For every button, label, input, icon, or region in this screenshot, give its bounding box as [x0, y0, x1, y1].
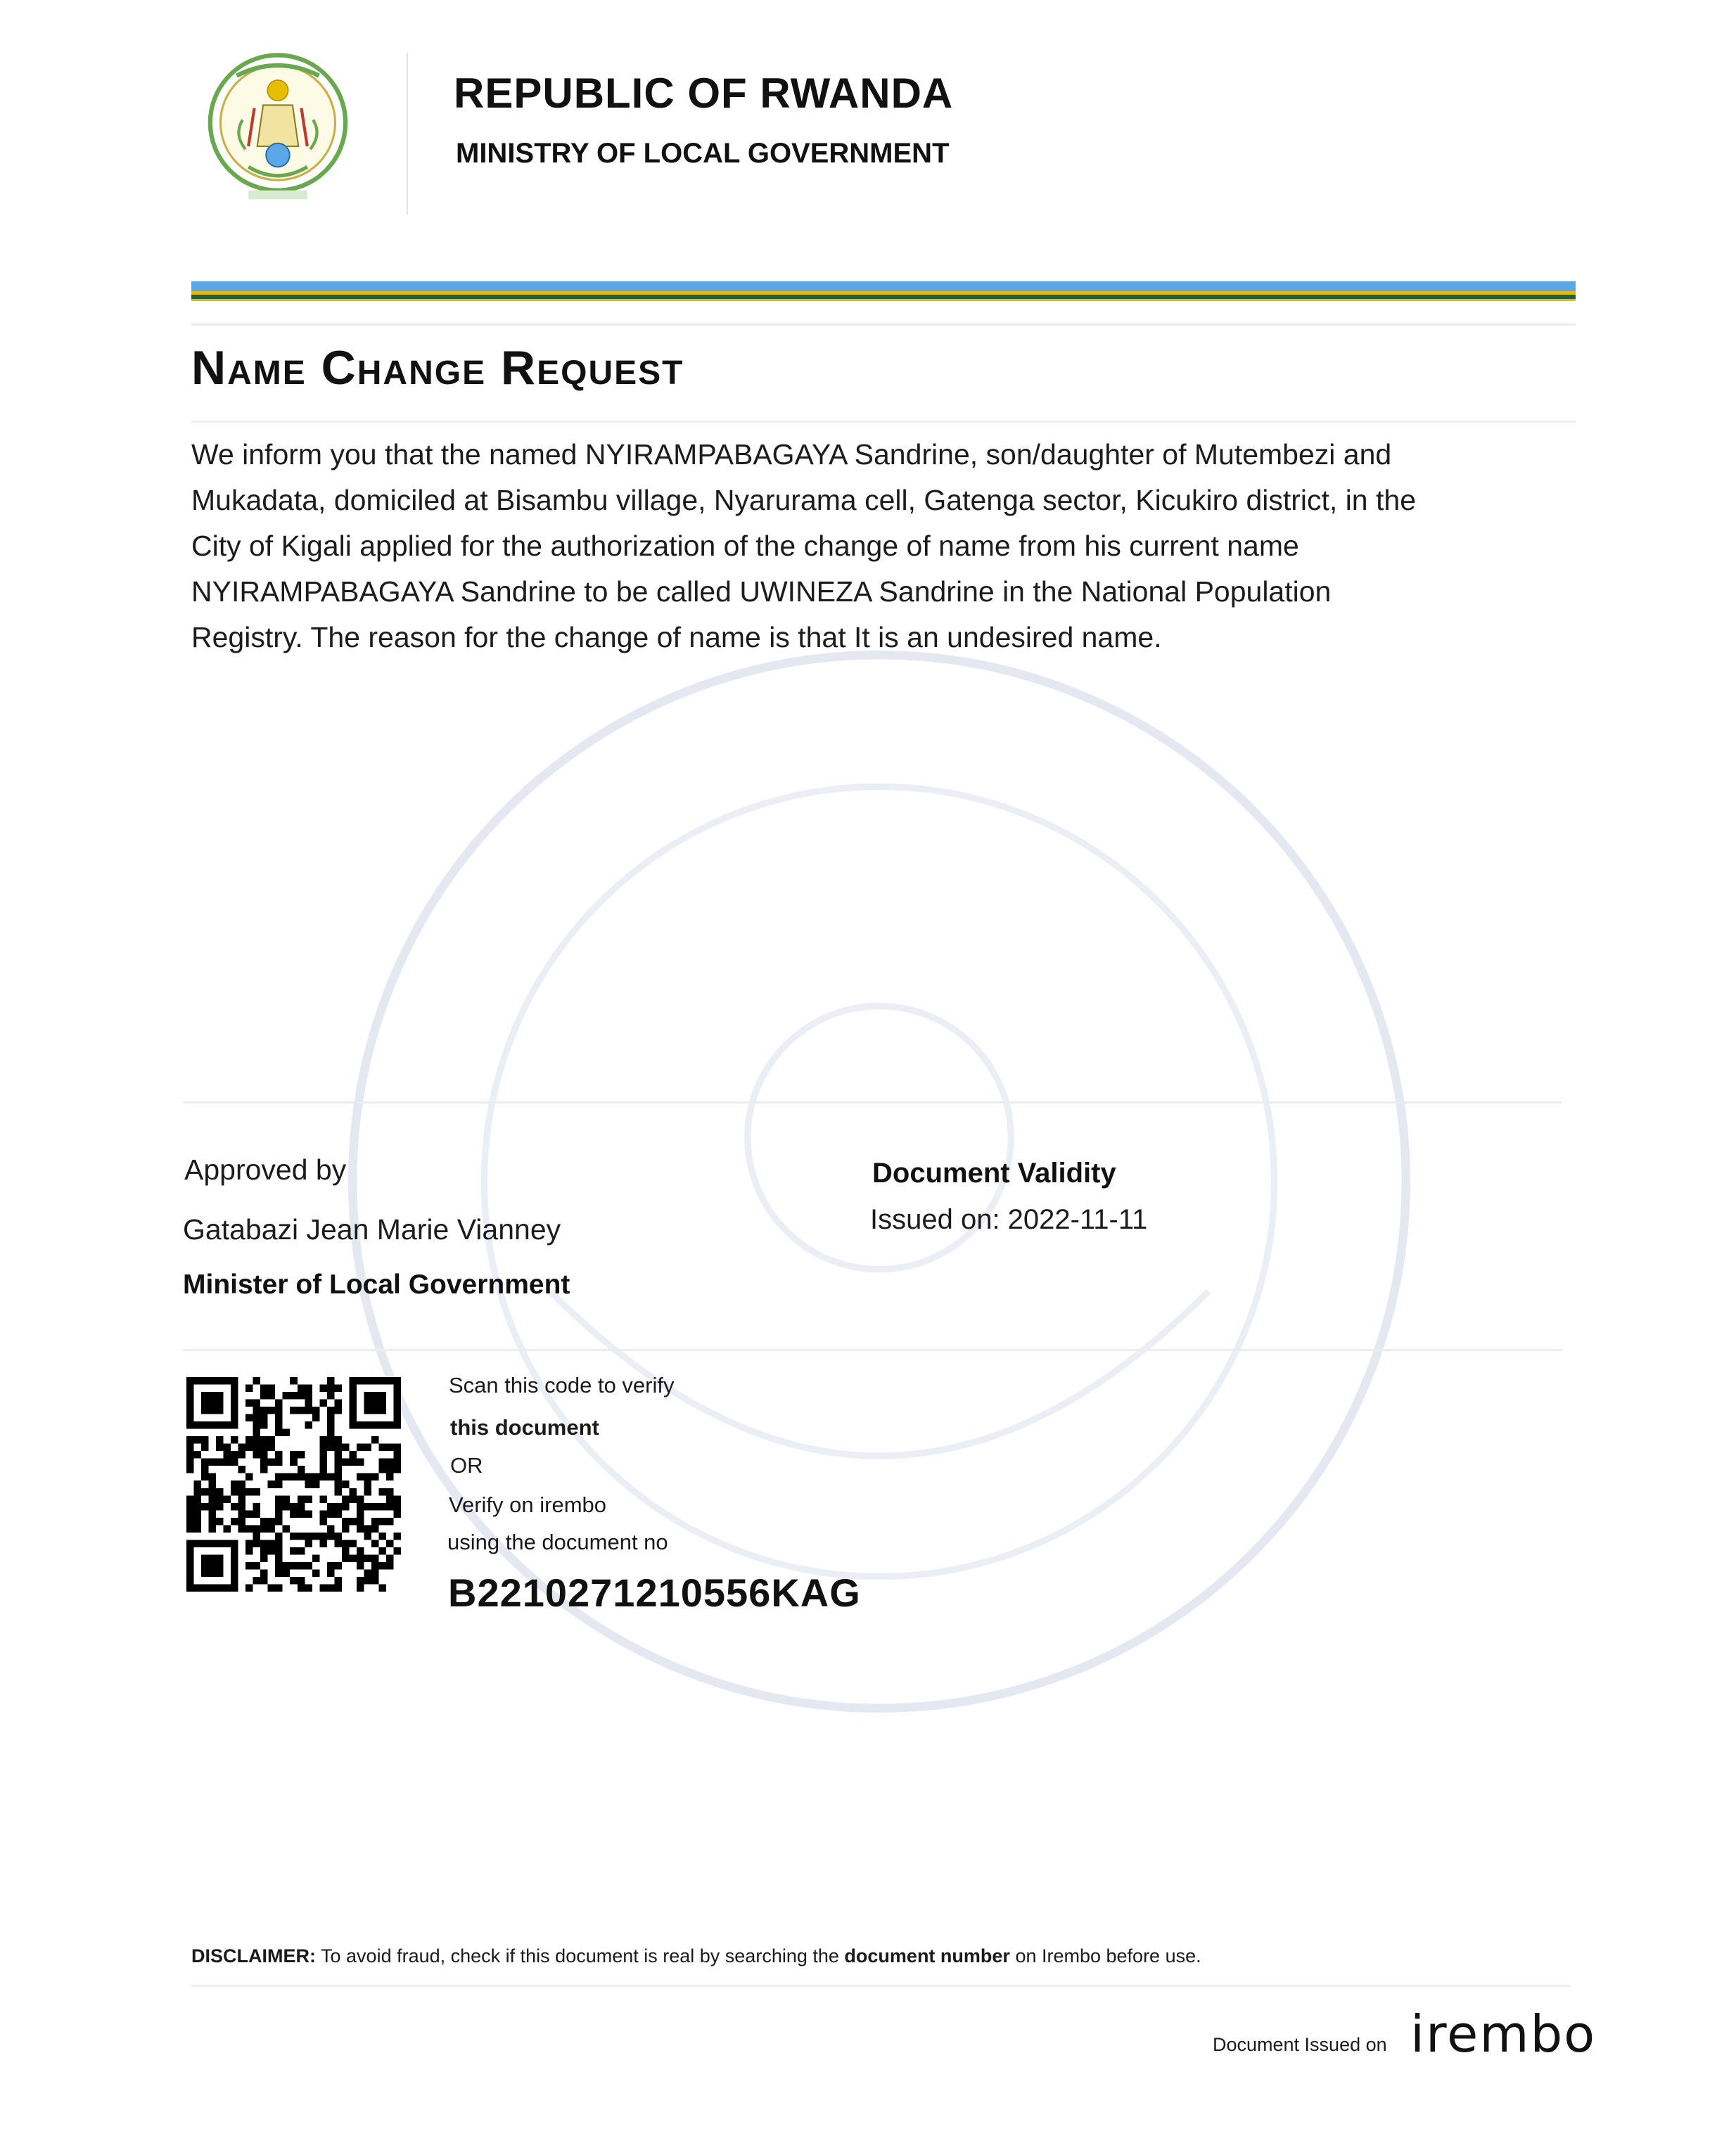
disclaimer-text: on Irembo before use. — [1015, 1945, 1201, 1966]
document-validity-label: Document Validity — [872, 1158, 1116, 1189]
approver-role: Minister of Local Government — [183, 1270, 570, 1300]
rwanda-coat-of-arms-icon — [204, 49, 352, 211]
irembo-logo: irembo — [1410, 2004, 1597, 2064]
divider — [191, 421, 1576, 423]
disclaimer — [191, 1945, 1201, 1967]
divider — [191, 324, 1576, 326]
country-name: REPUBLIC OF RWANDA — [454, 70, 954, 117]
body-line: City of Kigali applied for the authorization of the change of name from his current name — [191, 530, 1299, 562]
scan-instruction: Scan this code to verify — [449, 1373, 675, 1398]
issued-on-date: Issued on: 2022-11-11 — [870, 1204, 1148, 1235]
document-number: B2210271210556KAG — [448, 1571, 861, 1615]
disclaimer-text: To avoid fraud, check if this document is real by searching the — [321, 1945, 839, 1966]
disclaimer-label: DISCLAIMER: — [191, 1945, 316, 1966]
scan-instruction: this document — [450, 1415, 599, 1440]
body-line: We inform you that the named NYIRAMPABAGAYA Sandrine, son/daughter of Mutembezi and — [191, 438, 1392, 471]
divider — [183, 1101, 1562, 1104]
divider — [191, 1985, 1570, 1987]
ministry-name: MINISTRY OF LOCAL GOVERNMENT — [456, 138, 950, 169]
body-line: Mukadata, domiciled at Bisambu village, Nyarurama cell, Gatenga sector, Kicukiro district, in the — [191, 484, 1416, 516]
document-issued-on-label: Document Issued on — [1213, 2034, 1387, 2055]
disclaimer-emphasis: document number — [844, 1945, 1010, 1966]
approver-name: Gatabazi Jean Marie Vianney — [183, 1213, 561, 1246]
divider — [183, 1349, 1562, 1351]
verify-instruction: Verify on irembo — [449, 1492, 606, 1517]
document-title: Name Change Request — [191, 341, 684, 395]
flag-stripe — [191, 281, 1576, 301]
approved-by-label: Approved by — [184, 1153, 347, 1186]
document-body — [191, 432, 1556, 660]
or-label: OR — [450, 1453, 483, 1478]
body-line: NYIRAMPABAGAYA Sandrine to be called UWINEZA Sandrine in the National Population — [191, 575, 1332, 608]
verify-instruction: using the document no — [447, 1530, 668, 1554]
header-divider — [407, 53, 408, 215]
body-line: Registry. The reason for the change of name is that It is an undesired name. — [191, 621, 1162, 653]
qr-code[interactable] — [186, 1377, 401, 1592]
